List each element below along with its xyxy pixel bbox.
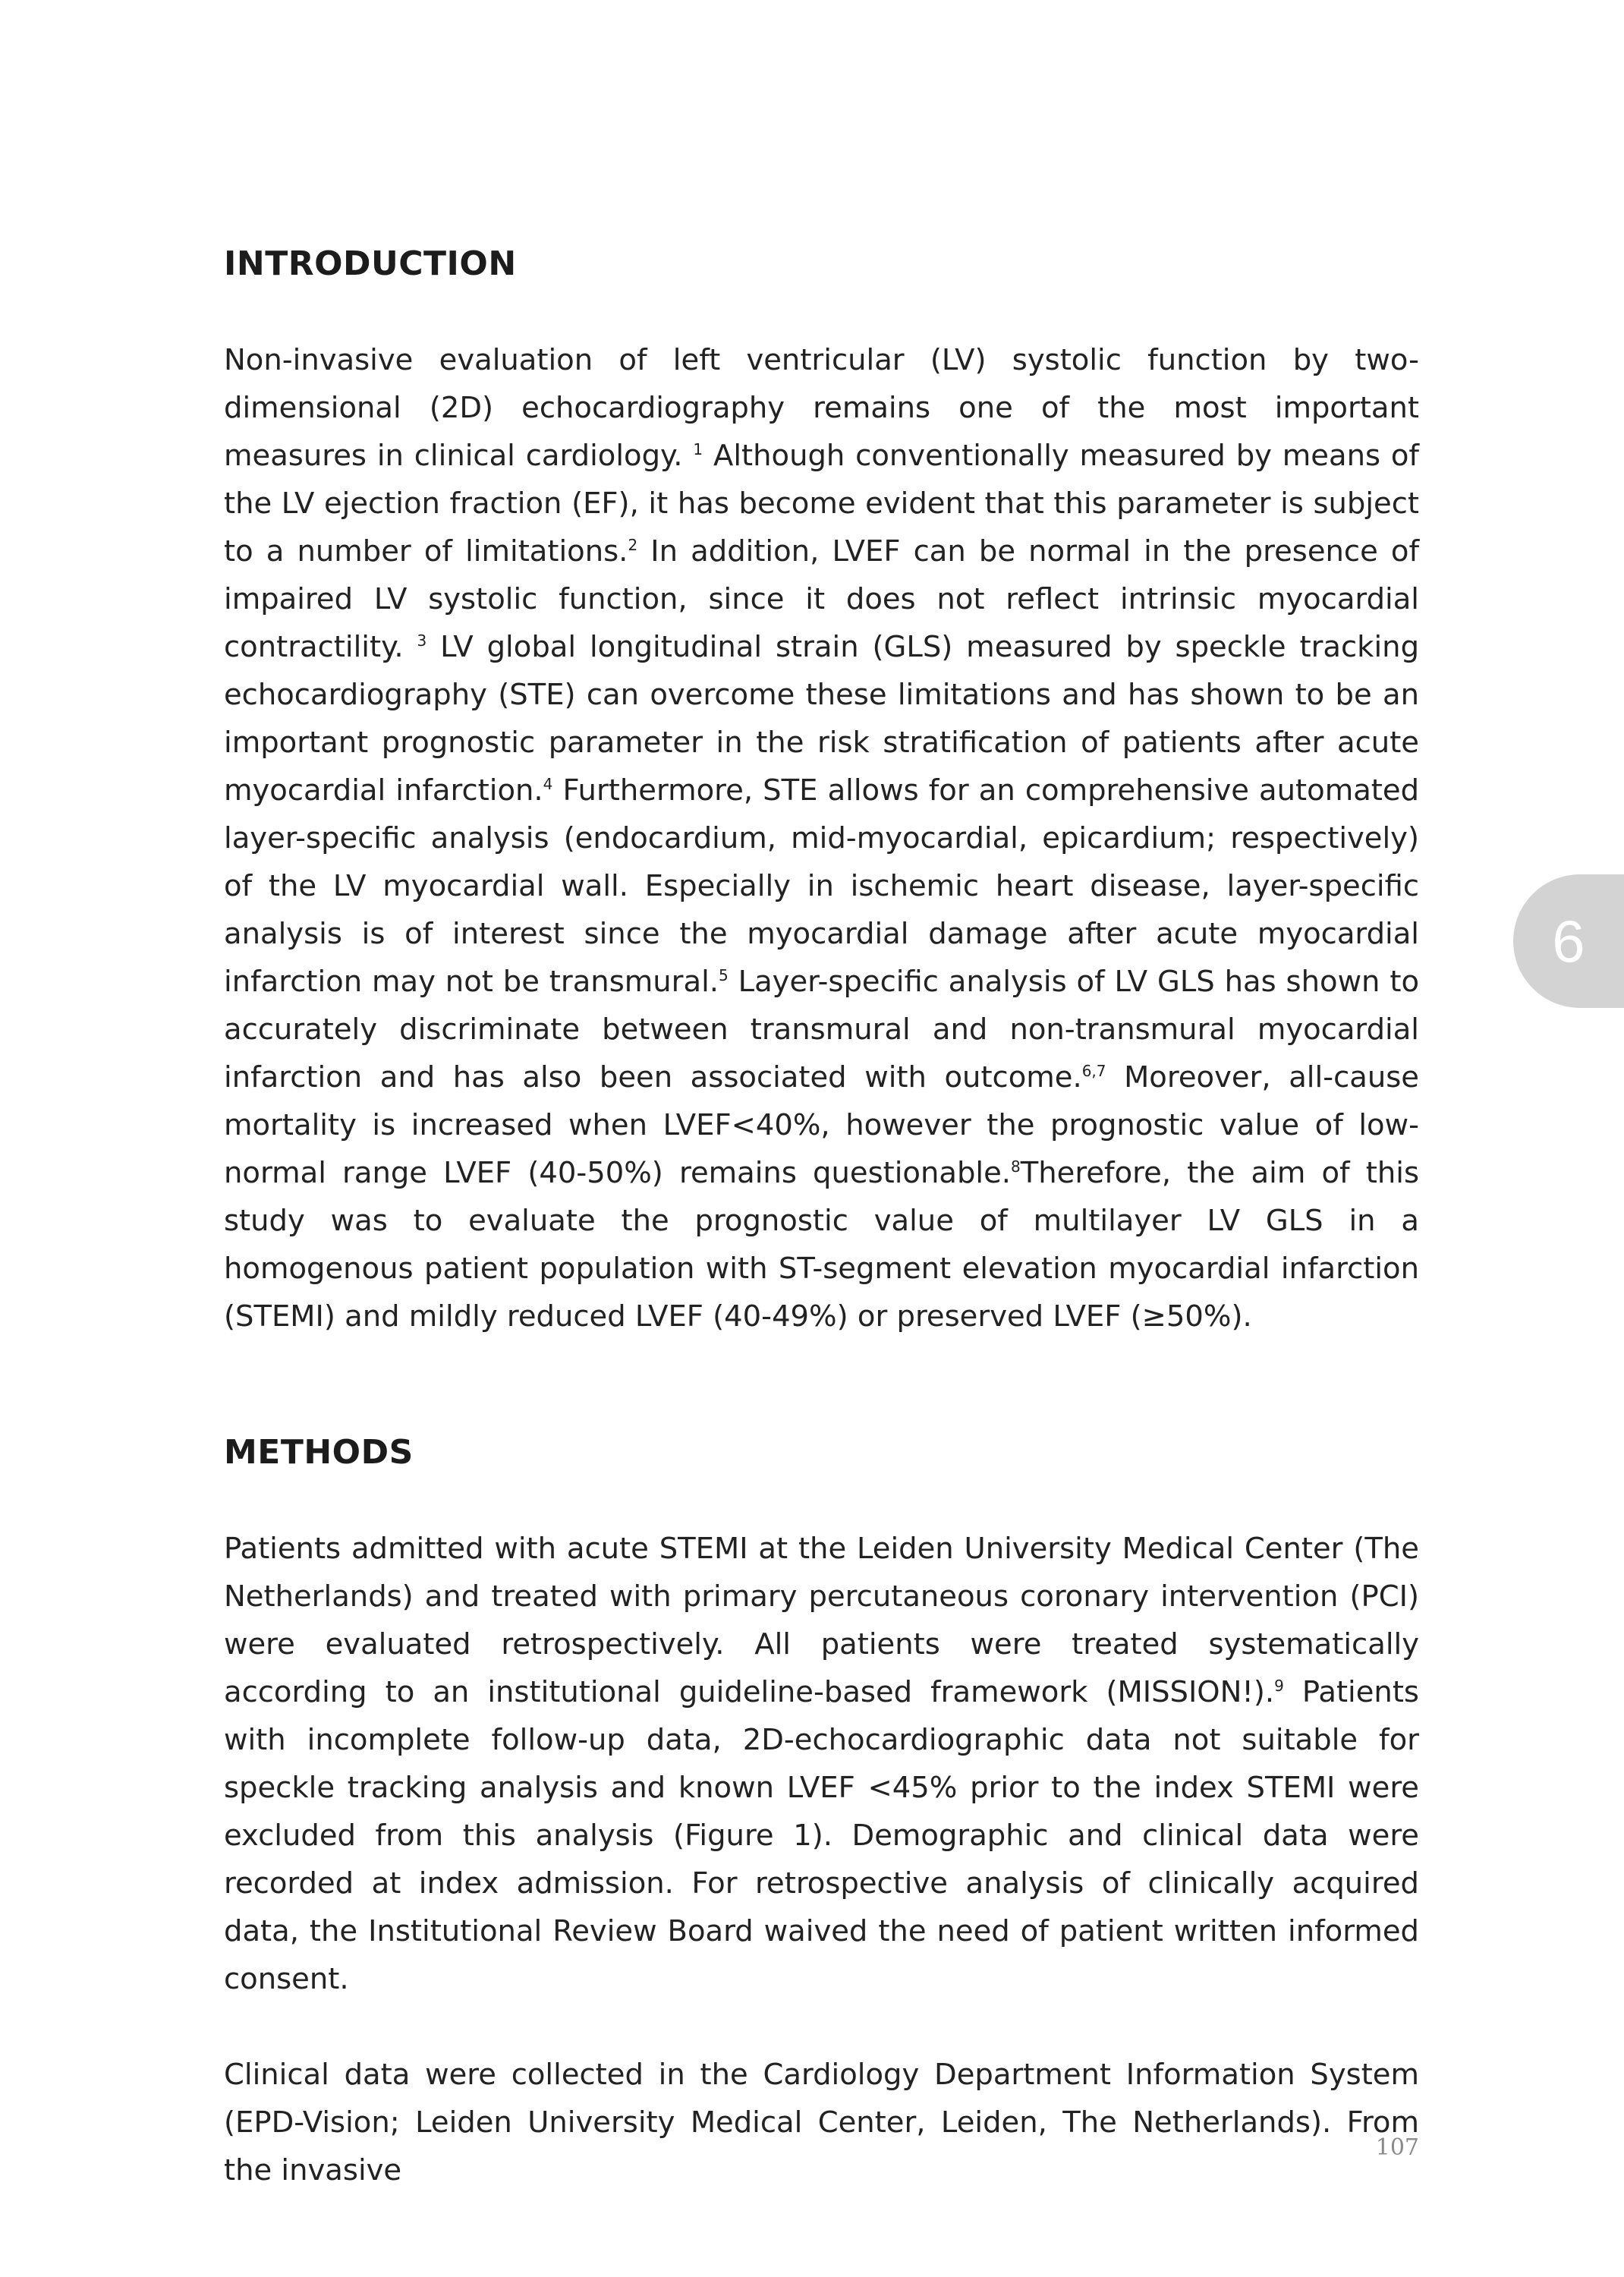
text-segment: Therefore, the aim of this study was to evaluate the prognostic value of multilayer LV GLS in a homogenous patient population with ST-segment elevation myocardial infarction (STEMI) and mildly reduced LVEF (40-49%) or preserved LVEF (≥50%). xyxy=(224,1155,1419,1334)
chapter-number: 6 xyxy=(1552,908,1585,975)
text-segment: Although conventionally measured by means of the LV ejection fraction (EF), it has become evident that this parameter is subject to a number of limitations. xyxy=(224,438,1419,568)
text-segment: In addition, LVEF can be normal in the presence of impaired LV systolic function, since it does not reflect intrinsic myocardial contractility. xyxy=(224,534,1420,664)
text-segment: Moreover, all-cause mortality is increased when LVEF<40%, however the prognostic value of low-normal range LVEF (40-50%) remains questionable. xyxy=(224,1060,1419,1190)
reference-superscript: 5 xyxy=(719,965,729,984)
methods-paragraph-1 xyxy=(224,1525,1419,2003)
reference-superscript: 3 xyxy=(417,631,427,650)
reference-superscript: 6,7 xyxy=(1081,1061,1106,1080)
methods-heading: METHODS xyxy=(224,1432,414,1472)
reference-superscript: 4 xyxy=(543,774,553,793)
reference-superscript: 9 xyxy=(1274,1676,1284,1695)
main-content xyxy=(224,244,1419,2194)
reference-superscript: 1 xyxy=(693,439,703,458)
methods-paragraph-2: Clinical data were collected in the Cardiology Department Information System (EPD-Vision; Leiden University Medical Center, Leiden, The Netherlands). From the invasive xyxy=(224,2057,1419,2187)
chapter-tab xyxy=(1513,874,1624,1008)
introduction-heading: INTRODUCTION xyxy=(224,244,517,283)
text-segment: Furthermore, STE allows for an comprehensive automated layer-specific analysis (endocardium, mid-myocardial, epicardium; respectively) of the LV myocardial wall. Especially in ischemic heart disease, layer-specific analysis is of interest since the myocardial damage after acute myocardial infarction may not be transmural. xyxy=(224,773,1420,999)
text-segment: LV global longitudinal strain (GLS) measured by speckle tracking echocardiography (STE) can overcome these limitations and has shown to be an important prognostic parameter in the risk stratification of patients after acute myocardial infarction. xyxy=(224,629,1420,808)
page-number: 107 xyxy=(1375,2134,1419,2161)
text-segment: Patients admitted with acute STEMI at the Leiden University Medical Center (The Netherlands) and treated with primary percutaneous coronary intervention (PCI) were evaluated retrospectively. All patients were treated systematically according to an institutional guideline-based framework (MISSION!). xyxy=(224,1531,1419,1709)
reference-superscript: 8 xyxy=(1011,1157,1021,1176)
text-segment: Layer-specific analysis of LV GLS has shown to accurately discriminate between transmural and non-transmural myocardial infarction and has also been associated with outcome. xyxy=(224,964,1420,1094)
text-segment: Non-invasive evaluation of left ventricular (LV) systolic function by two-dimensional (2D) echocardiography remains one of the most important measures in clinical cardiology. xyxy=(224,342,1419,473)
text-segment: Patients with incomplete follow-up data, 2D-echocardiographic data not suitable for speckle tracking analysis and known LVEF <45% prior to the index STEMI were excluded from this analysis (Figure 1). Demographic and clinical data were recorded at index admission. For retrospective analysis of clinically acquired data, the Institutional Review Board waived the need of patient written informed consent. xyxy=(224,1674,1419,1996)
introduction-paragraph xyxy=(224,336,1419,1340)
reference-superscript: 2 xyxy=(628,535,638,554)
